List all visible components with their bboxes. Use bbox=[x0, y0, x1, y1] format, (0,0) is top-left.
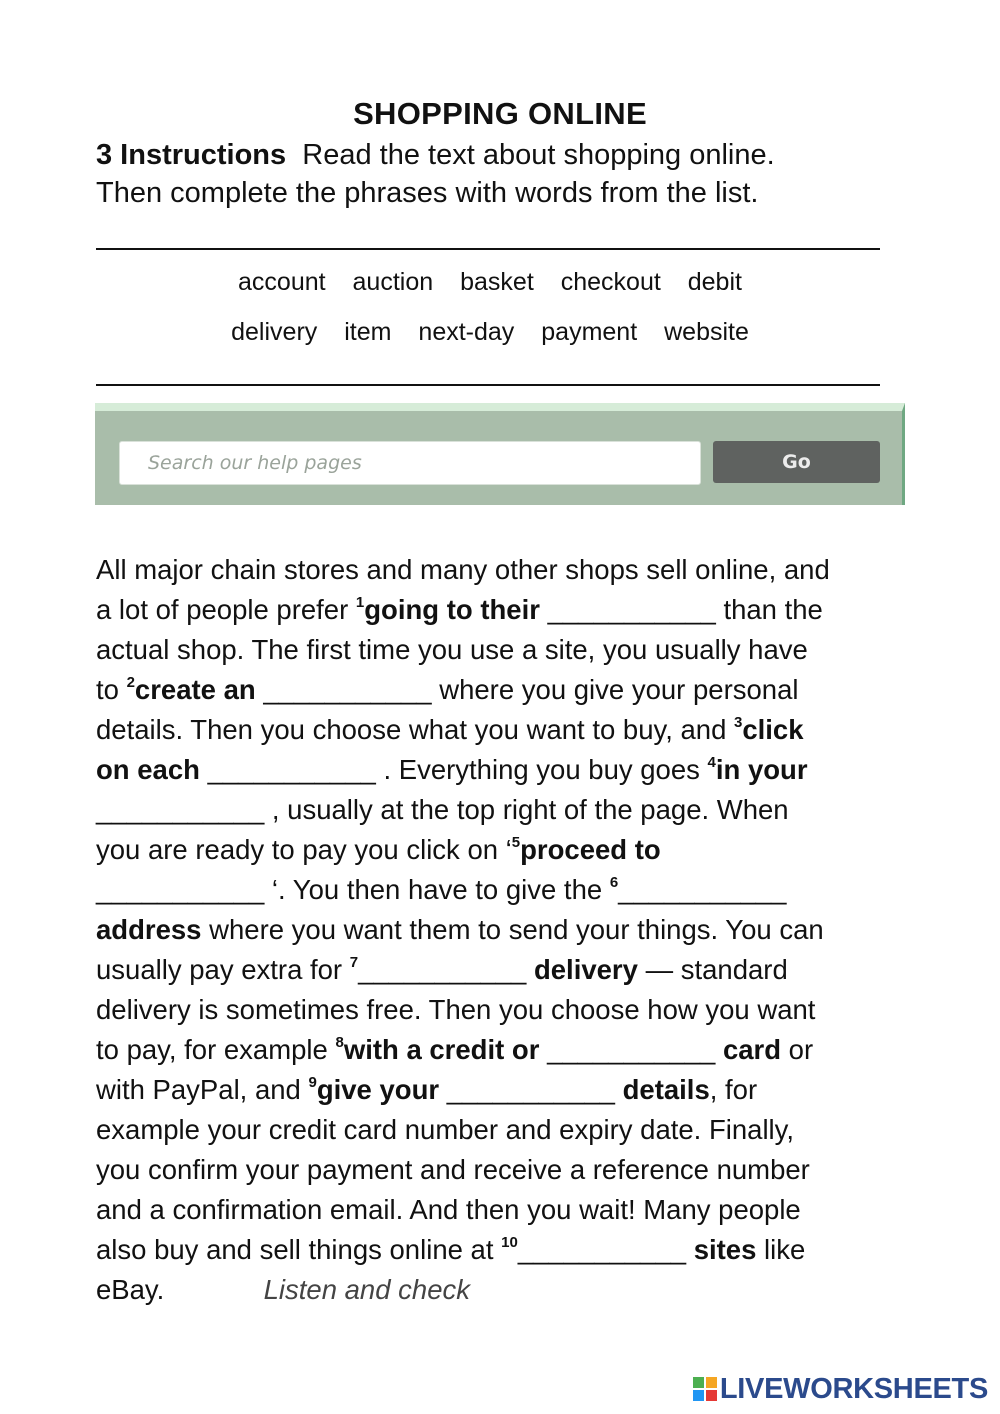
question-number: 5 bbox=[511, 834, 521, 851]
answer-blank[interactable]: ___________ bbox=[618, 874, 787, 905]
passage-line: actual shop. The first time you use a site, you usually have bbox=[96, 634, 808, 665]
word-item: debit bbox=[687, 268, 742, 296]
passage-line: you confirm your payment and receive a reference number bbox=[96, 1154, 810, 1185]
word-item: checkout bbox=[560, 268, 661, 296]
listen-and-check: Listen and check bbox=[263, 1274, 470, 1305]
passage-line: eBay. Listen and check bbox=[96, 1274, 470, 1305]
reading-passage bbox=[96, 550, 926, 1310]
answer-blank[interactable]: ___________ bbox=[446, 1074, 615, 1105]
question-number: 9 bbox=[308, 1074, 317, 1091]
passage-line: details. Then you choose what you want to buy, and $^3$click bbox=[96, 714, 804, 745]
passage-line: on each ___________ . Everything you buy goes $^4$in your bbox=[96, 754, 808, 785]
question-number: 2 bbox=[126, 674, 135, 691]
passage-line: ___________ , usually at the top right of the page. When bbox=[96, 794, 789, 825]
word-item: basket bbox=[460, 268, 534, 296]
passage-line: to pay, for example $^8$with a credit or ___________ card or bbox=[96, 1034, 814, 1065]
liveworksheets-logo-icon bbox=[692, 1376, 718, 1402]
brand-footer bbox=[692, 1372, 988, 1406]
answer-blank[interactable]: ___________ bbox=[358, 954, 527, 985]
instructions-line1: Read the text about shopping online. bbox=[302, 139, 775, 171]
question-number: 6 bbox=[609, 874, 619, 891]
word-item: next-day bbox=[418, 318, 515, 346]
passage-line: to $^2$create an ___________ where you give your personal bbox=[96, 674, 799, 705]
passage-line: delivery is sometimes free. Then you choose how you want bbox=[96, 994, 816, 1025]
help-search-bar bbox=[95, 403, 905, 505]
answer-blank[interactable]: ___________ bbox=[547, 594, 716, 625]
search-input: Search our help pages bbox=[119, 441, 701, 485]
answer-blank[interactable]: ___________ bbox=[517, 1234, 687, 1265]
question-number: 1 bbox=[355, 594, 365, 611]
passage-line: address where you want them to send your things. You can bbox=[96, 914, 824, 945]
passage-line: ___________ ‘. You then have to give the $^6$___________ bbox=[96, 874, 787, 905]
instructions-label: 3 Instructions bbox=[96, 139, 287, 171]
passage-line: a lot of people prefer $^1$going to their ___________ than the bbox=[96, 594, 823, 625]
word-list-row-2 bbox=[0, 318, 980, 347]
word-item: item bbox=[344, 318, 392, 346]
go-button: Go bbox=[713, 441, 880, 483]
question-number: 10 bbox=[501, 1234, 518, 1251]
word-item: account bbox=[238, 268, 326, 296]
passage-line: example your credit card number and expiry date. Finally, bbox=[96, 1114, 795, 1145]
passage-line: and a confirmation email. And then you wait! Many people bbox=[96, 1194, 801, 1225]
answer-blank[interactable]: ___________ bbox=[263, 674, 432, 705]
question-number: 4 bbox=[707, 754, 716, 771]
passage-line: All major chain stores and many other shops sell online, and bbox=[96, 554, 830, 585]
question-number: 7 bbox=[349, 954, 359, 971]
word-item: delivery bbox=[231, 318, 318, 346]
passage-line: you are ready to pay you click on ‘$^5$proceed to bbox=[96, 834, 661, 865]
divider-bottom bbox=[96, 384, 880, 386]
divider-top bbox=[96, 248, 880, 250]
word-item: payment bbox=[541, 318, 638, 346]
answer-blank[interactable]: ___________ bbox=[96, 794, 265, 825]
instructions-line2: Then complete the phrases with words from the list. bbox=[96, 177, 759, 209]
answer-blank[interactable]: ___________ bbox=[547, 1034, 716, 1065]
question-number: 3 bbox=[734, 714, 743, 731]
page-title: SHOPPING ONLINE bbox=[353, 96, 647, 131]
instructions bbox=[96, 136, 896, 212]
answer-blank[interactable]: ___________ bbox=[96, 874, 265, 905]
answer-blank[interactable]: ___________ bbox=[207, 754, 376, 785]
passage-line: usually pay extra for $^7$___________ delivery — standard bbox=[96, 954, 788, 985]
passage-line: with PayPal, and $^9$give your ___________ details, for bbox=[96, 1074, 758, 1105]
word-list-row-1 bbox=[0, 268, 980, 297]
brand-name: LIVEWORKSHEETS bbox=[719, 1372, 988, 1405]
passage-line: also buy and sell things online at $^{10}$___________ sites like bbox=[96, 1234, 806, 1265]
word-item: website bbox=[664, 318, 749, 346]
question-number: 8 bbox=[335, 1034, 344, 1051]
word-item: auction bbox=[352, 268, 434, 296]
